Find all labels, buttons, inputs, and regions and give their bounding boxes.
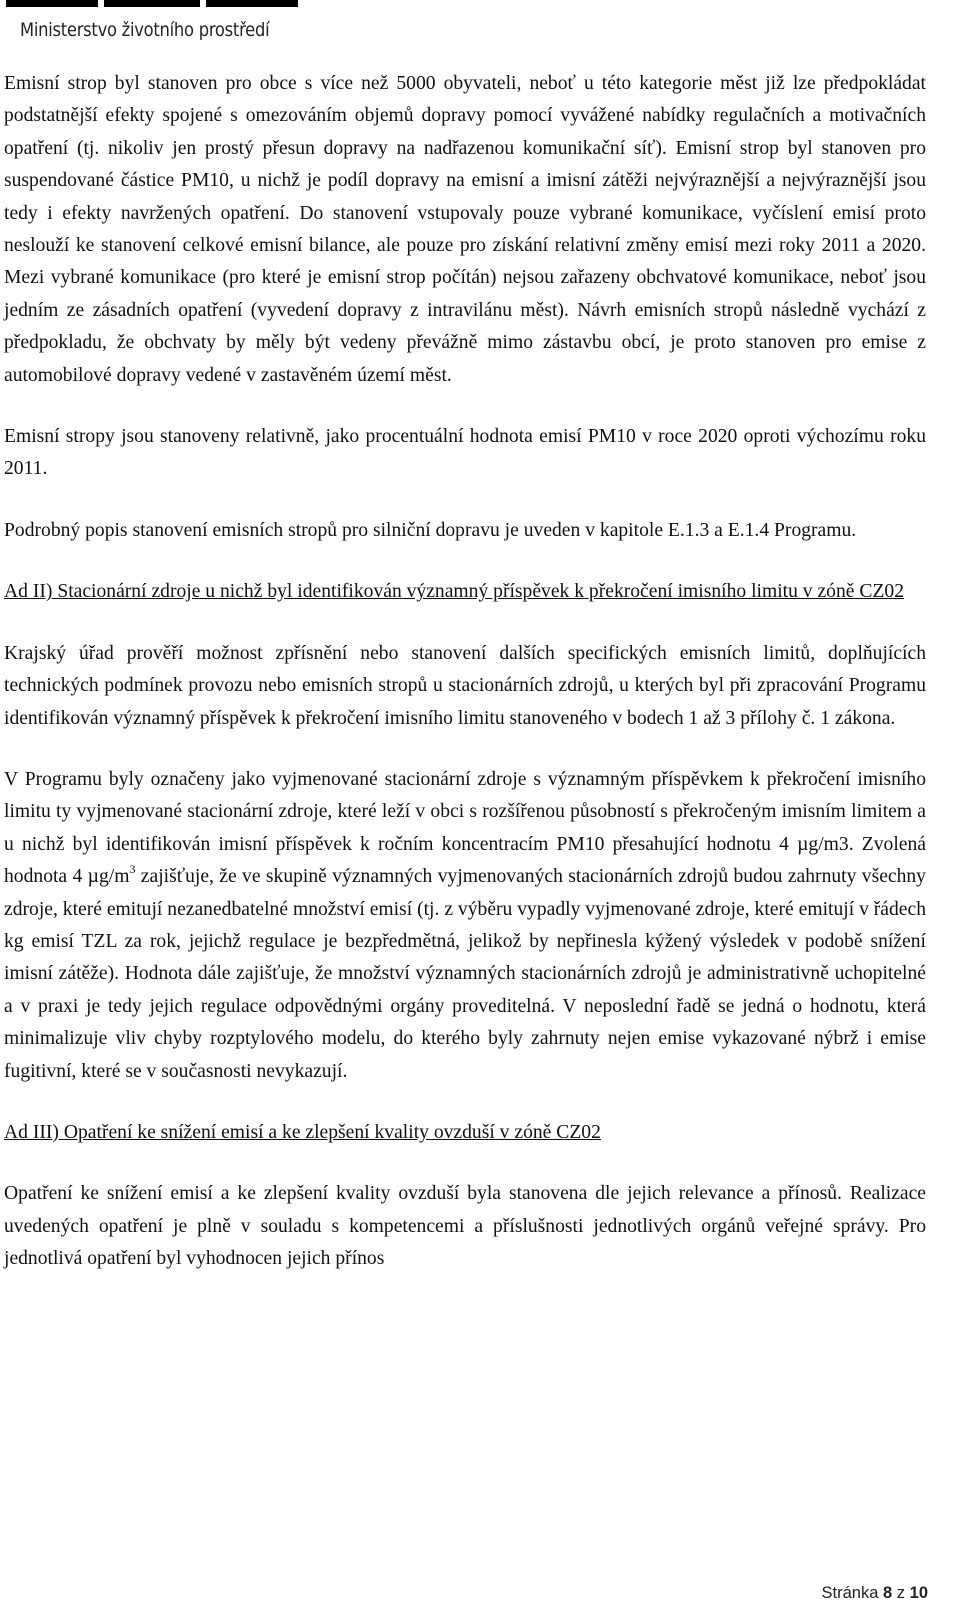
section-heading: Ad III) Opatření ke snížení emisí a ke zlepšení kvality ovzduší v zóně CZ02 [4,1121,601,1143]
paragraph: Emisní strop byl stanoven pro obce s více než 5000 obyvateli, neboť u této kategorie měst již lze předpokládat podstatnější efekty spojené s omezováním objemů dopravy pomocí vyvážené nabídky regulačních a motivačních opatření (tj. nikoliv jen prostý přesun dopravy na nadřazenou komunikační síť). Emisní strop byl stanoven pro suspendované částice PM10, u nichž je podíl dopravy na emisní a imisní zátěži nejvýraznější a nejvýraznější jsou tedy i efekty navržených opatření. Do stanovení vstupovaly pouze vybrané komunikace, vyčíslení emisí proto neslouží ke stanovení celkové emisní bilance, ale pouze pro získání relativní změny emisí mezi roky 2011 a 2020. Mezi vybrané komunikace (pro které je emisní strop počítán) nejsou zařazeny obchvatové komunikace, neboť jsou jedním ze zásadních opatření (vyvedení dopravy z intravilánu měst). Návrh emisních stropů následně vychází z předpokladu, že obchvaty by měly být vedeny převážně mimo zástavbu obcí, je proto stanoven pro emise z automobilové dopravy vedené v zastavěném území měst. [4,73,926,386]
paragraph-text: V Programu byly označeny jako vyjmenované stacionární zdroje s významným příspěvkem k překročení imisního limitu ty vyjmenované stacionární zdroje, které leží v obci s rozšířenou působností s překročeným imisním limitem a u nichž byl identifikován imisní příspěvek k ročním koncentracím PM10 přesahující hodnotu 4 µg/m3. Zvolená hodnota 4 µg/m [4,768,926,888]
logo-bar [104,0,200,7]
paragraph: Podrobný popis stanovení emisních stropů pro silniční dopravu je uveden v kapitole E.1.3 a E.1.4 Programu. [4,519,857,541]
paragraph: Krajský úřad prověří možnost zpřísnění nebo stanovení dalších specifických emisních limitů, doplňujících technických podmínek provozu nebo emisních stropů u stacionárních zdrojů, u kterých byl při zpracování Programu identifikován významný příspěvek k překročení imisního limitu stanoveného v bodech 1 až 3 přílohy č. 1 zákona. [4,642,926,729]
superscript: 3 [129,862,136,877]
paragraph [4,764,926,1088]
ministry-name: Ministerstvo životního prostředí [20,19,270,41]
logo-bar [6,0,98,7]
paragraph-text: zajišťuje, že ve skupině významných vyjmenovaných stacionárních zdrojů budou zahrnuty všechny zdroje, které emitují nezanedbatelné množství emisí (tj. z výběru vypadly vyjmenované zdroje, které emitují v řádech kg emisí TZL za rok, jejichž regulace je bezpředmětná, jelikož by nepřinesla kýžený výsledek v podobě snížení imisní zátěže). Hodnota dále zajišťuje, že množství významných stacionárních zdrojů je administrativně uchopitelné a v praxi je tedy jejich regulace odpovědnými orgány proveditelná. V neposlední řadě se jedná o hodnotu, která minimalizuje vliv chyby rozptylového modelu, do kterého byly zahrnuty nejen emise vykazované nýbrž i emise fugitivní, které se v současnosti nevykazují. [4,866,926,1082]
page-number [822,1584,928,1603]
page-label: Stránka [821,1584,879,1602]
ministry-logo [6,0,306,48]
section-heading: Ad II) Stacionární zdroje u nichž byl identifikován významný příspěvek k překročení imisního limitu v zóně CZ02 [4,581,905,603]
logo-bars [6,0,298,8]
paragraph: Emisní stropy jsou stanoveny relativně, jako procentuální hodnota emisí PM10 v roce 2020 oproti výchozímu roku 2011. [4,426,926,480]
document-body [4,68,926,1276]
paragraph: Opatření ke snížení emisí a ke zlepšení kvality ovzduší byla stanovena dle jejich relevance a přínosů. Realizace uvedených opatření je plně v souladu s kompetencemi a příslušnosti jednotlivých orgánů veřejné správy. Pro jednotlivá opatření byl vyhodnocen jejich přínos [4,1183,926,1270]
current-page: 8 [883,1584,893,1602]
logo-bar [206,0,298,7]
total-pages: 10 [909,1584,928,1602]
of-label: z [896,1584,906,1602]
